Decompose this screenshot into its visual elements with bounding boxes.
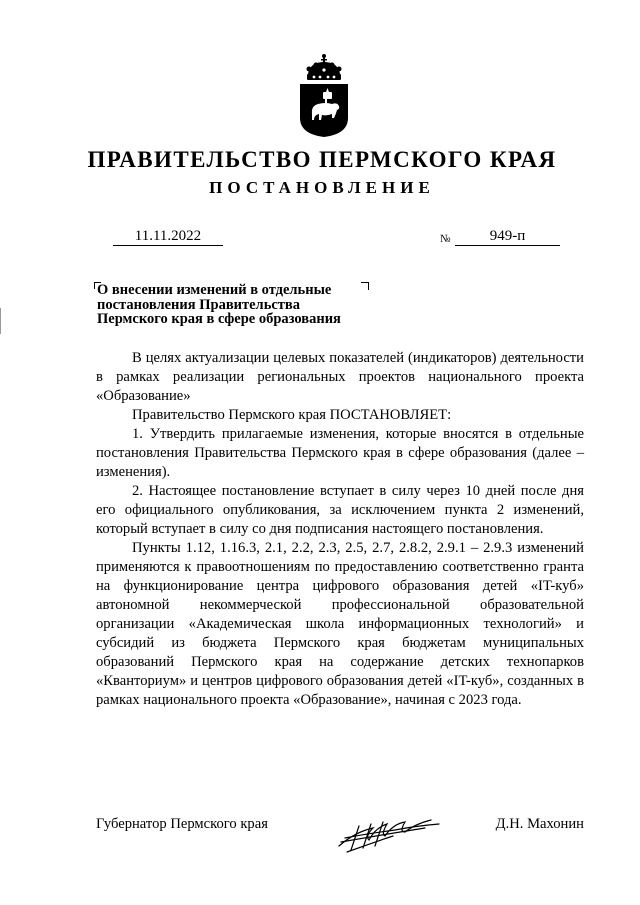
body-paragraph: Правительство Пермского края ПОСТАНОВЛЯЕТ: — [132, 407, 452, 423]
subject-line: О внесении изменений в отдельные — [97, 282, 332, 298]
subject-line: постановления Правительства — [97, 296, 300, 313]
scan-edge-mark — [0, 308, 1, 334]
handwritten-signature — [335, 806, 445, 854]
document-number: 949-п — [455, 228, 560, 246]
subject-line: Пермского края в сфере образования — [97, 311, 341, 327]
document-body — [96, 349, 584, 710]
document-type: ПОСТАНОВЛЕНИЕ — [209, 178, 435, 197]
document-subject — [97, 283, 377, 327]
signatory-name: Д.Н. Махонин — [495, 816, 584, 832]
signatory-role: Губернатор Пермского края — [96, 816, 268, 832]
body-paragraph: Пункты 1.12, 1.16.3, 2.1, 2.2, 2.3, 2.5, 2.7, 2.8.2, 2.9.1 – 2.9.3 изменений применяются к правоотношениям по предоставлению соответственно гранта на функционирование центра цифрового образования детей «IT-куб» автономной некоммерческой профессиональной образовательной организации «Академическая школа информационных технологий» и субсидий из бюджета Пермского края бюджетам муниципальных образований Пермского края на содержание детских технопарков «Кванториум» и центров цифрового образования детей «IT-куб», созданных в рамках национального проекта «Образование», начиная с 2023 года. — [96, 540, 584, 708]
government-title: ПРАВИТЕЛЬСТВО ПЕРМСКОГО КРАЯ — [87, 147, 557, 172]
document-date: 11.11.2022 — [113, 228, 223, 246]
body-paragraph: В целях актуализации целевых показателей (индикаторов) деятельности в рамках реализации региональных проектов национального проекта «Образование» — [96, 350, 584, 404]
body-paragraph: 2. Настоящее постановление вступает в силу через 10 дней после дня его официального опубликования, за исключением пункта 2 изменений, который вступает в силу со дня подписания настоящего постановления. — [96, 483, 584, 537]
number-sign: № — [440, 233, 451, 245]
coat-of-arms-icon — [296, 52, 352, 138]
body-paragraph: 1. Утвердить прилагаемые изменения, которые вносятся в отдельные постановления Правительства Пермского края в сфере образования (далее – изменения). — [96, 426, 584, 480]
